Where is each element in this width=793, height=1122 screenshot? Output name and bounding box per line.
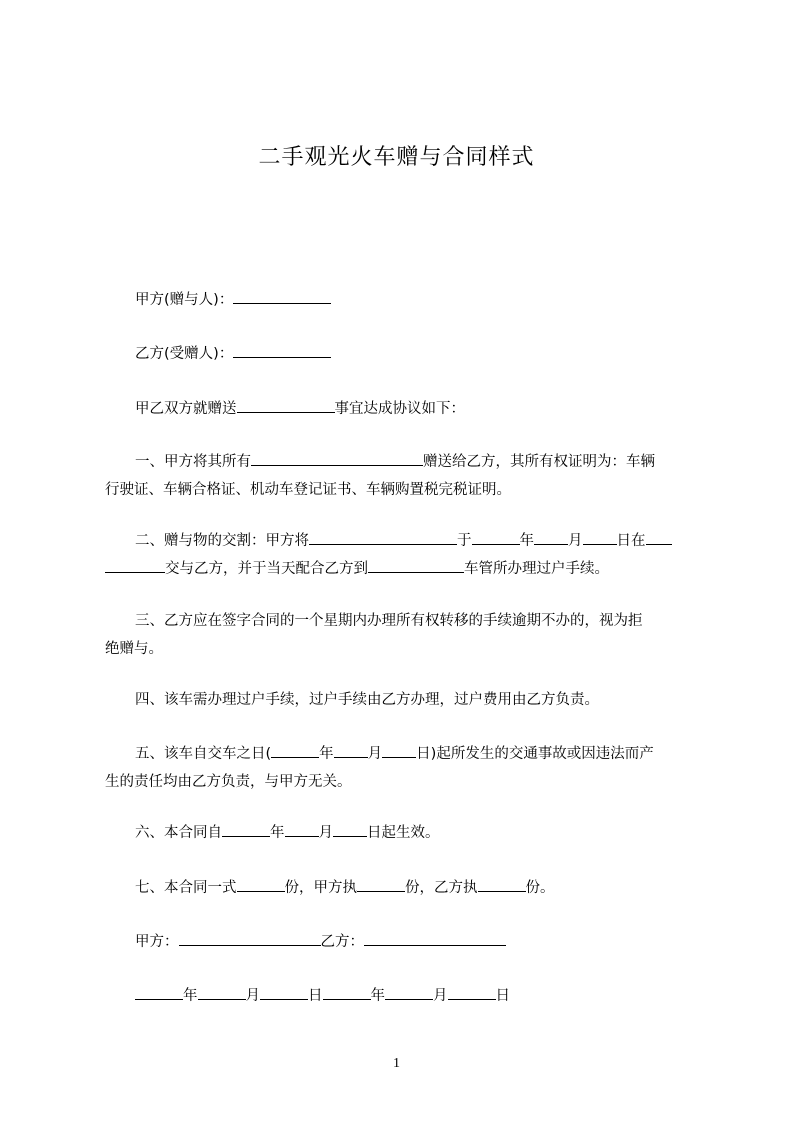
clause-2-yu: 于 (457, 533, 472, 549)
clause-6-day-blank[interactable] (333, 819, 367, 837)
clause-4-text: 四、该车需办理过户手续，过户手续由乙方办理，过户费用由乙方负责。 (135, 692, 599, 708)
clause-7-party-b-copies-blank[interactable] (478, 874, 526, 892)
clause-2-year: 年 (519, 533, 534, 549)
date-b-day: 日 (495, 988, 510, 1004)
clause-5-month: 月 (367, 746, 383, 762)
date-a-month: 月 (245, 988, 260, 1004)
clause-5-pre: 五、该车自交车之日( (135, 746, 272, 762)
clause-6 (105, 819, 705, 847)
signature-a-blank[interactable] (179, 928, 321, 946)
page-number: 1 (393, 1056, 400, 1071)
clause-5-year-blank[interactable] (271, 740, 319, 758)
date-a-month-blank[interactable] (198, 982, 246, 1000)
date-b-month: 月 (433, 988, 448, 1004)
clause-2-line2-a: 交与乙方，并于当天配合乙方到 (165, 561, 368, 577)
clause-1-item-blank[interactable] (251, 448, 423, 466)
date-a-year-blank[interactable] (135, 982, 183, 1000)
clause-2-month: 月 (568, 533, 583, 549)
date-b-year-blank[interactable] (323, 982, 371, 1000)
date-b-month-blank[interactable] (385, 982, 433, 1000)
clause-2-item-blank[interactable] (309, 527, 457, 545)
page-title: 二手观光火车赠与合同样式 (258, 145, 535, 170)
clause-7-post: 份。 (525, 880, 555, 896)
clause-6-month: 月 (318, 825, 333, 841)
clause-5-day-blank[interactable] (382, 740, 416, 758)
clause-1-line2: 行驶证、车辆合格证、机动车登记证书、车辆购置税完税证明。 (105, 482, 511, 498)
clause-7-mid1: 份，甲方执 (284, 880, 357, 896)
clause-2-place-blank-a[interactable] (646, 527, 672, 545)
clause-2-pre: 二、赠与物的交割：甲方将 (135, 533, 309, 549)
date-b-year: 年 (370, 988, 385, 1004)
clause-3-line2: 绝赠与。 (105, 641, 163, 657)
party-b-blank[interactable] (233, 340, 331, 358)
clause-5-year: 年 (319, 746, 334, 762)
signature-a-label: 甲方： (135, 934, 179, 950)
clause-7-copies-blank[interactable] (237, 874, 285, 892)
date-line (105, 982, 705, 1010)
clause-2-place-blank-b[interactable] (105, 555, 165, 573)
intro-pre: 甲乙双方就赠送 (135, 401, 237, 417)
clause-2-day: 日在 (616, 533, 646, 549)
party-a-label: 甲方(赠与人)： (135, 292, 234, 308)
party-b-line (105, 340, 705, 368)
clause-7 (105, 874, 705, 902)
clause-2-office-blank[interactable] (368, 555, 464, 573)
intro-post: 事宜达成协议如下： (334, 401, 465, 417)
signature-line (105, 928, 705, 956)
clause-6-month-blank[interactable] (285, 819, 319, 837)
clause-7-party-a-copies-blank[interactable] (357, 874, 405, 892)
clause-5-month-blank[interactable] (334, 740, 368, 758)
date-a-year: 年 (183, 988, 198, 1004)
clause-1-pre: 一、甲方将其所有 (135, 454, 251, 470)
clause-2 (105, 527, 705, 583)
clause-7-pre: 七、本合同一式 (135, 880, 237, 896)
clause-2-line2-b: 车管所办理过户手续。 (464, 561, 609, 577)
gift-item-blank[interactable] (237, 395, 335, 413)
party-a-line (105, 286, 705, 314)
intro-line (105, 395, 705, 423)
date-b-day-blank[interactable] (448, 982, 496, 1000)
clause-6-year-blank[interactable] (222, 819, 270, 837)
clause-6-pre: 六、本合同自 (135, 825, 222, 841)
clause-4 (105, 686, 705, 714)
date-a-day-blank[interactable] (260, 982, 308, 1000)
party-b-label: 乙方(受赠人)： (135, 346, 234, 362)
signature-b-blank[interactable] (364, 928, 506, 946)
clause-5-post: 日)起所发生的交通事故或因违法而产 (416, 746, 654, 762)
clause-7-mid2: 份，乙方执 (405, 880, 478, 896)
clause-1-mid: 赠送给乙方，其所有权证明为：车辆 (423, 454, 655, 470)
clause-6-year: 年 (270, 825, 285, 841)
clause-2-month-blank[interactable] (534, 527, 568, 545)
party-a-blank[interactable] (233, 286, 331, 304)
signature-b-label: 乙方： (320, 934, 364, 950)
clause-2-day-blank[interactable] (583, 527, 617, 545)
date-a-day: 日 (308, 988, 323, 1004)
clause-5 (105, 740, 705, 796)
clause-3-line1: 三、乙方应在签字合同的一个星期内办理所有权转移的手续逾期不办的，视为拒 (135, 613, 643, 629)
clause-3 (105, 607, 705, 663)
clause-5-line2: 生的责任均由乙方负责，与甲方无关。 (105, 774, 352, 790)
clause-2-year-blank[interactable] (472, 527, 520, 545)
clause-1 (105, 448, 705, 504)
clause-6-post: 日起生效。 (367, 825, 440, 841)
